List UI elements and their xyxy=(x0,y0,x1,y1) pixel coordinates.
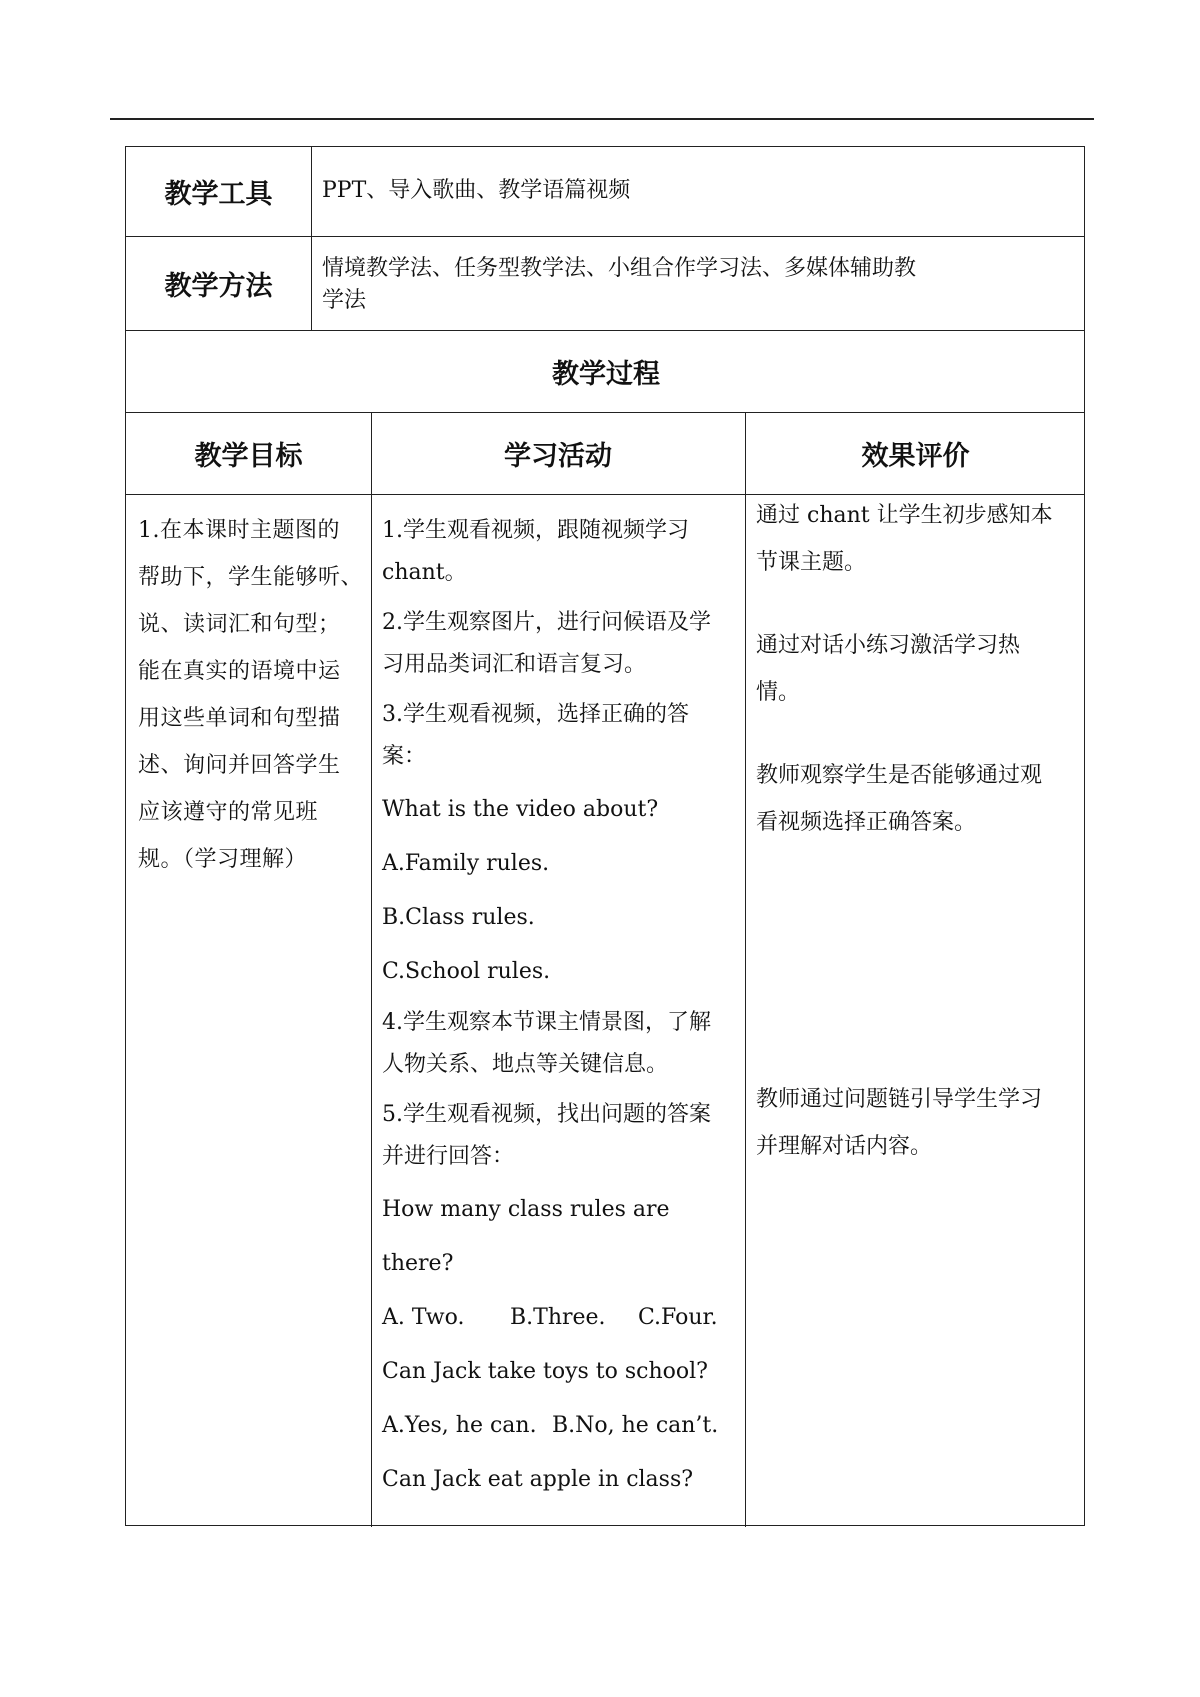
activity-header: 学习活动 xyxy=(504,440,612,472)
question-4: Can Jack eat apple in class? xyxy=(382,1467,694,1492)
evaluation-line: 情。 xyxy=(756,680,801,705)
evaluation-line: 通过 chant 让学生初步感知本 xyxy=(756,503,1053,528)
activity-4 xyxy=(382,999,742,1084)
option: B.No, he can’t. xyxy=(552,1413,719,1438)
goal-line: 说、读词汇和句型； xyxy=(138,612,341,637)
activity-3 xyxy=(382,691,742,776)
evaluation-header: 效果评价 xyxy=(861,440,970,472)
evaluation-line: 通过对话小练习激活学习热 xyxy=(756,633,1021,658)
question-1: What is the video about? xyxy=(382,797,659,822)
question-3-options xyxy=(382,1399,742,1453)
option: A.Family rules. xyxy=(382,851,550,876)
activity-line: 习用品类词汇和语言复习。 xyxy=(382,652,647,677)
activity-line: 2.学生观察图片，进行问候语及学 xyxy=(382,610,711,635)
option: C.Four. xyxy=(638,1305,718,1330)
activity-1 xyxy=(382,507,742,592)
goal-line: 规。（学习理解） xyxy=(138,847,308,872)
evaluation-1 xyxy=(756,492,1081,586)
activity-line: 人物关系、地点等关键信息。 xyxy=(382,1052,669,1077)
tools-label: 教学工具 xyxy=(164,179,273,210)
question-3: Can Jack take toys to school? xyxy=(382,1359,708,1384)
tools-value: PPT、导入歌曲、教学语篇视频 xyxy=(322,178,631,203)
activity-cell xyxy=(382,507,742,1507)
methods-value xyxy=(322,253,1062,317)
evaluation-cell xyxy=(756,492,1081,1170)
evaluation-line: 节课主题。 xyxy=(756,550,867,575)
activity-line: 1.学生观看视频，跟随视频学习 xyxy=(382,518,689,543)
activity-line: 案： xyxy=(382,744,427,769)
evaluation-line: 教师通过问题链引导学生学习 xyxy=(756,1087,1043,1112)
goal-line: 帮助下，学生能够听、 xyxy=(138,565,364,590)
evaluation-line: 并理解对话内容。 xyxy=(756,1134,933,1159)
evaluation-2 xyxy=(756,622,1081,716)
column-divider xyxy=(745,412,746,1527)
option: A.Yes, he can. xyxy=(382,1413,537,1438)
lesson-plan-table xyxy=(125,146,1085,1526)
option: C.School rules. xyxy=(382,959,551,984)
evaluation-line: 教师观察学生是否能够通过观 xyxy=(756,763,1043,788)
label-column-divider xyxy=(311,147,312,330)
activity-line: 4.学生观察本节课主情景图，了解 xyxy=(382,1010,711,1035)
evaluation-3 xyxy=(756,752,1081,846)
methods-value-line-1: 情境教学法、任务型教学法、小组合作学习法、多媒体辅助教 xyxy=(322,256,917,281)
process-title: 教学过程 xyxy=(552,358,660,390)
activity-line: 并进行回答： xyxy=(382,1144,515,1169)
goal-line: 能在真实的语境中运 xyxy=(138,659,341,684)
activity-2 xyxy=(382,599,742,684)
goal-header: 教学目标 xyxy=(194,440,303,472)
activity-line: 5.学生观看视频，找出问题的答案 xyxy=(382,1102,711,1127)
goal-line: 1.在本课时主题图的 xyxy=(138,518,340,543)
evaluation-line: 看视频选择正确答案。 xyxy=(756,810,977,835)
option: A. Two. xyxy=(382,1305,465,1330)
question-2-options xyxy=(382,1291,742,1345)
goal-line: 应该遵守的常见班 xyxy=(138,800,319,825)
methods-label: 教学方法 xyxy=(164,270,273,302)
question-2: How many class rules are there? xyxy=(382,1197,670,1276)
column-divider xyxy=(371,412,372,1527)
option: B.Class rules. xyxy=(382,905,535,930)
activity-5 xyxy=(382,1091,742,1176)
header-rule xyxy=(110,118,1094,120)
methods-value-line-2: 学法 xyxy=(322,288,367,313)
goal-line: 用这些单词和句型描 xyxy=(138,706,341,731)
evaluation-4 xyxy=(756,1076,1081,1170)
option: B.Three. xyxy=(510,1305,606,1330)
activity-line: 3.学生观看视频，选择正确的答 xyxy=(382,702,689,727)
goal-cell xyxy=(138,507,363,883)
goal-line: 述、询问并回答学生 xyxy=(138,753,341,778)
activity-line: chant。 xyxy=(382,560,467,585)
